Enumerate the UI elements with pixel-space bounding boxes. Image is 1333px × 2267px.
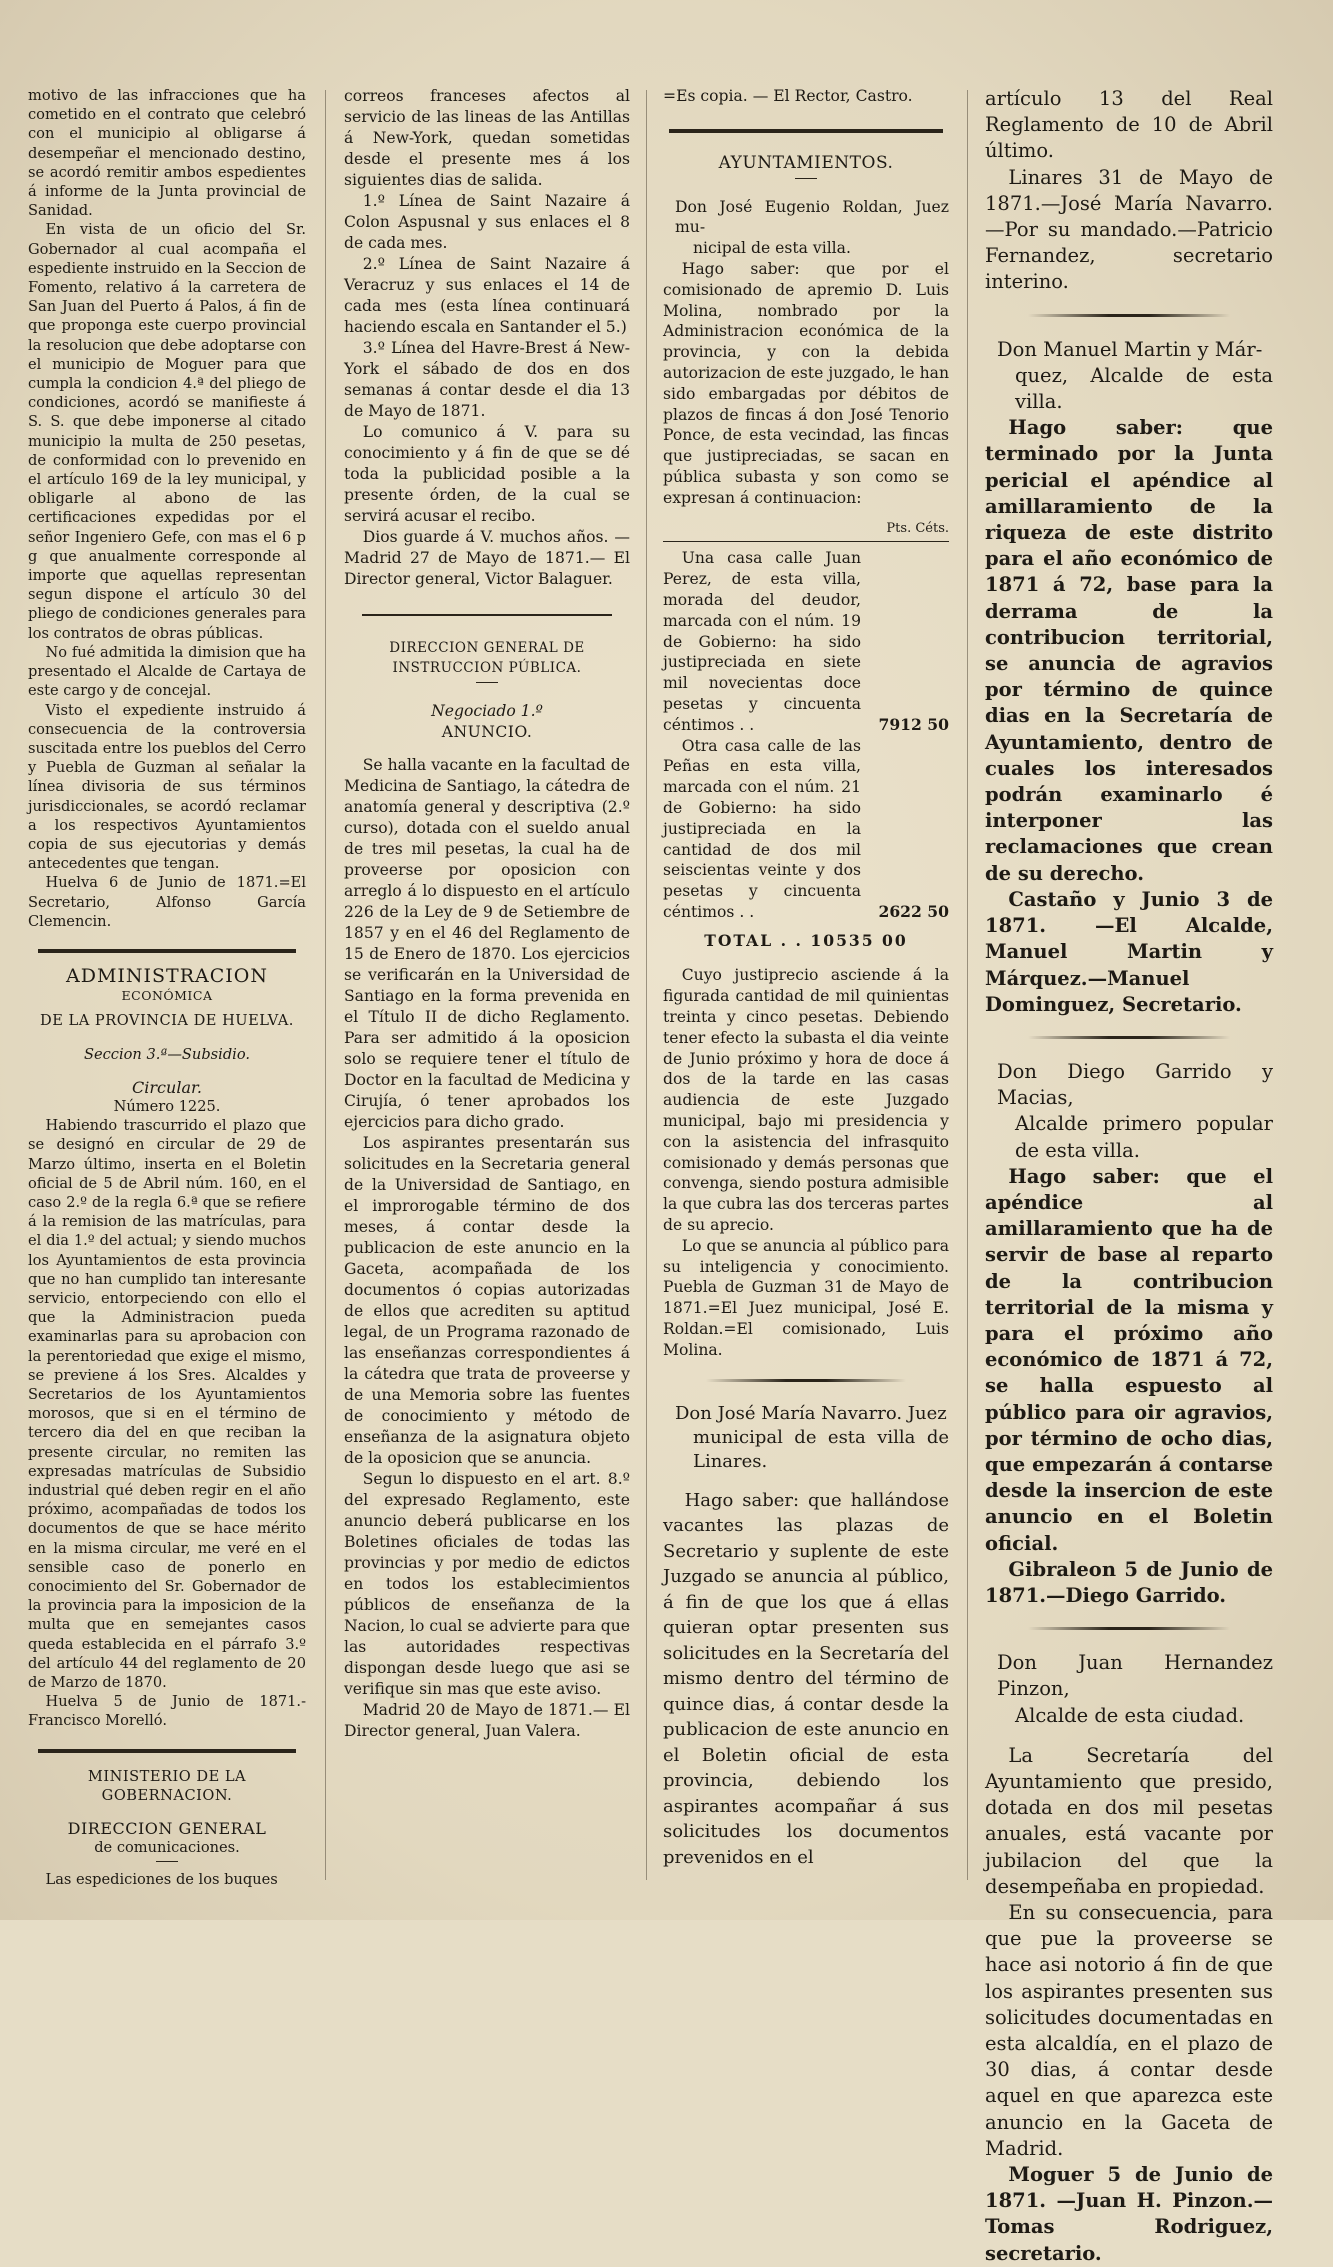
column-rule (325, 90, 326, 1880)
column-4 (985, 86, 1273, 2265)
circular-number: Número 1225. (113, 1097, 221, 1115)
paragraph: Visto el expediente instruido á consecuencia de la controversia suscitada entre los pueblos del Cerro y Puebla de Guzman al señalar la línea divisoria de sus términos jurisdiccionales, se acordó reclamar a los respectivos Ayuntamientos copia de sus ejecutorias y demás antecedentes que tengan. (28, 701, 306, 873)
official-name: Don José Eugenio Roldan, Juez mu- (675, 197, 949, 237)
paragraph: Los aspirantes presentarán sus solicitudes en la Secretaria general de la Universidad de Santiago, en el improrogable término de dos meses, á contar desde la publicacion de este anuncio en la Gaceta, acompañada de los documentos ó copias autorizadas de ellos que acrediten su aptitud legal, de un Programa razonado de las enseñanzas correspondientes á la cátedra que trata de proveerse y de una Memoria sobre las fuentes de conocimiento y método de enseñanza de la asignatura objeto de la oposicion que se anuncia. (344, 1134, 630, 1467)
column-1 (28, 86, 306, 1889)
official-heading (985, 1650, 1273, 1729)
section-heading: AYUNTAMIENTOS. (718, 152, 894, 173)
property-amount: 7912 50 (878, 714, 949, 734)
section-subheading: DE LA PROVINCIA DE HUELVA. (40, 1012, 294, 1030)
paragraph: Hago saber: que hallándose vacantes las plazas de Secretario y suplente de este Juzgado se anuncia al público, á fin de que los que á ellas quieran optar presenten sus solicitudes en la Secretaría del mismo dentro del término de quince dias, á contar desde la publicacion de este anuncio en el Boletin oficial de esta provincia, debiendo los aspirantes acompañar á sus solicitudes los documentos prevenidos en el (663, 1489, 949, 1868)
official-name: Don José María Navarro. Juez (675, 1402, 947, 1424)
ministry-heading: MINISTERIO DE LA GOBERNACION. (87, 1767, 247, 1804)
signature-line: Huelva 5 de Junio de 1871.-Francisco Morelló. (28, 1693, 306, 1730)
paragraph: motivo de las infracciones que ha cometido en el contrato que celebró con el municipio al obligarse á desempeñar el mencionado destino, se acordó remitir ambos espedientes á informe de la Junta provincial de Sanidad. (28, 87, 306, 220)
circular-title: Circular. (132, 1077, 202, 1097)
official-title: Alcalde de esta ciudad. (1015, 1703, 1245, 1727)
signature-line: =Es copia. — El Rector, Castro. (663, 87, 913, 105)
list-item: 1.º Línea de Saint Nazaire á Colon Aspusnal y sus enlaces el 8 de cada mes. (344, 192, 630, 252)
signature-line: Linares 31 de Mayo de 1871.—José María Navarro. —Por su mandado.—Patricio Fernandez, secretario interino. (985, 165, 1273, 294)
paragraph: Lo que se anuncia al público para su inteligencia y conocimiento. Puebla de Guzman 31 de Mayo de 1871.=El Juez municipal, José E. Roldan.=El comisionado, Luis Molina. (663, 1236, 949, 1359)
section-divider (38, 1749, 296, 1753)
official-heading (663, 197, 949, 259)
section-heading: ADMINISTRACION (65, 964, 268, 987)
negociado-label: Negociado 1.º (431, 702, 543, 720)
official-title: nicipal de esta villa. (693, 239, 851, 258)
divider-mark (476, 682, 498, 683)
paragraph: No fué admitida la dimision que ha presentado el Alcalde de Cartaya de este cargo y de concejal. (28, 643, 306, 700)
section-subheading: de comunicaciones. (94, 1839, 240, 1857)
paragraph: correos franceses afectos al servicio de las lineas de las Antillas á New-York, quedan sometidas desde el presente mes á los siguientes dias de salida. (344, 87, 630, 189)
section-label: Seccion 3.ª—Subsidio. (84, 1045, 250, 1063)
section-divider (1028, 1036, 1230, 1039)
paragraph: Lo comunico á V. para su conocimiento y á fin de que se dé toda la publicidad posible a la presente órden, de la cual se servirá acusar el recibo. (344, 423, 630, 525)
official-heading (663, 1402, 949, 1474)
signature-line: Madrid 20 de Mayo de 1871.— El Director general, Juan Valera. (344, 1701, 630, 1740)
section-divider (1028, 314, 1230, 317)
signature-line: Gibraleon 5 de Junio de 1871.—Diego Garrido. (985, 1557, 1273, 1607)
amount-column-header: Pts. Céts. (663, 519, 949, 543)
signature-line: Moguer 5 de Junio de 1871. —Juan H. Pinzon.—Tomas Rodriguez, secretario. (985, 2163, 1273, 2265)
section-divider (1028, 1627, 1230, 1630)
section-subheading: ECONÓMICA (121, 988, 213, 1004)
paragraph: Hago saber: que terminado por la Junta pericial el apéndice al amillaramiento de la riqueza de este distrito para el año económico de 1871 á 72, base para la derrama de la contribucion territorial, se anuncia de agravios por término de quince dias en la Secretaría de Ayuntamiento, dentro de cuales los interesados podrán examinarlo é interponer las reclamaciones que crean de su derecho. (985, 416, 1273, 885)
property-description: Una casa calle Juan Perez, de esta villa, morada del deudor, marcada con el núm. 19 de Gobierno: ha sido justipreciada en siete mil novecientas doce pesetas y cincuenta céntimos . . (663, 549, 861, 734)
section-divider (362, 614, 612, 616)
official-title: quez, Alcalde de esta villa. (1015, 363, 1273, 414)
list-item: 3.º Línea del Havre-Brest á New-York el sábado de dos en dos semanas á contar desde el dia 13 de Mayo de 1871. (344, 339, 630, 420)
paragraph: En vista de un oficio del Sr. Gobernador al cual acompaña el espediente instruido en la Seccion de Fomento, relativo á la carretera de San Juan del Puerto á Palos, á fin de que proponga este cuerpo provincial la resolucion que debe adoptarse con el municipio de Moguer para que cumpla la condicion 4.ª del pliego de condiciones, acordó se manifieste á S. S. que debe imponerse al citado municipio la multa de 250 pesetas, de conformidad con lo prevenido en el artículo 169 de la ley municipal, y obligarle al abono de las certificaciones expedidas por el señor Ingeniero Gefe, con mas el 6 p g que anualmente corresponde al importe que aquellas representan segun dispone el artículo 30 del pliego de condiciones generales para los contratos de obras públicas. (28, 221, 306, 642)
official-name: Don Manuel Martin y Már- (997, 337, 1263, 361)
official-name: Don Juan Hernandez Pinzon, (997, 1651, 1273, 1701)
column-rule (646, 90, 647, 1880)
property-row (663, 548, 949, 735)
paragraph: Segun lo dispuesto en el art. 8.º del expresado Reglamento, este anuncio deberá publicarse en los Boletines oficiales de todas las provincias y por medio de edictos en todos los establecimientos públicos de enseñanza de la Nacion, lo cual se advierte para que las autoridades respectivas dispongan desde luego que asi se verifique sin mas que este aviso. (344, 1470, 630, 1698)
column-rule (967, 90, 968, 1880)
announcement-title: ANUNCIO. (441, 723, 533, 741)
official-heading (985, 337, 1273, 416)
official-name: Don Diego Garrido y Macias, (997, 1059, 1273, 1110)
paragraph: Las espediciones de los buques (45, 1871, 278, 1889)
section-divider (38, 949, 296, 953)
column-3 (663, 86, 949, 1886)
divider-mark (795, 178, 817, 179)
official-title: Alcalde primero popular de esta villa. (1015, 1112, 1273, 1162)
paragraph: Cuyo justiprecio asciende á la figurada cantidad de mil quinientas treinta y cinco pesetas. Debiendo tener efecto la subasta el dia veinte de Junio próximo y hora de doce á dos de la tarde en las casas audiencia de este Juzgado municipal, bajo mi presidencia y con la asistencia del infrasquito comisionado y demás personas que convenga, siendo postura admisible la que cubra las dos terceras partes de su aprecio. (663, 966, 949, 1235)
section-heading: DIRECCION GENERAL (67, 1819, 267, 1839)
official-title: municipal de esta villa de Linares. (693, 1426, 949, 1472)
list-item: 2.º Línea de Saint Nazaire á Veracruz y sus enlaces el 14 de cada mes (esta línea continuará haciendo escala en Santander el 5.) (344, 255, 630, 336)
section-divider (706, 1379, 906, 1382)
paragraph: Se halla vacante en la facultad de Medicina de Santiago, la cátedra de anatomía general y descriptiva (2.º curso), dotada con el sueldo anual de tres mil pesetas, la cual ha de proveerse por oposicion con arreglo á lo dispuesto en el artículo 226 de la Ley de 9 de Setiembre de 1857 y en el 46 del Reglamento de 15 de Enero de 1870. Los ejercicios se verificarán en la Universidad de Santiago en la forma prevenida en el Título II de dicho Reglamento. Para ser admitido á la oposicion solo se requiere tener el título de Doctor en la facultad de Medicina y Cirujía, ó tener aprobados los ejercicios para dicho grado. (344, 756, 630, 1131)
paragraph: artículo 13 del Real Reglamento de 10 de Abril último. (985, 87, 1273, 163)
paragraph: Hago saber: que el apéndice al amillaramiento que ha de servir de base al reparto de la contribucion territorial de la misma y para el próximo año económico de 1871 á 72, se halla espuesto al público para oir agravios, por término de ocho dias, que empezarán á contarse desde la insercion de este anuncio en el Boletin oficial. (985, 1164, 1273, 1555)
paragraph: En su consecuencia, para que pue la proveerse se hace asi notorio á fin de que los aspirantes presenten sus solicitudes documentadas en esta alcaldía, en el plazo de 30 dias, á contar desde aquel en que aparezca este anuncio en la Gaceta de Madrid. (985, 1901, 1273, 2160)
paragraph: Habiendo trascurrido el plazo que se designó en circular de 29 de Marzo último, inserta en el Boletin oficial de 5 de Abril núm. 160, en el caso 2.º de la regla 6.ª que se refiere á la remision de las matrículas, para el dia 1.º del actual; y siendo muchos los Ayuntamientos de esta provincia que no han cumplido tan interesante servicio, entorpeciendo con ello el que la Administracion pueda examinarlas para su aprobacion con la perentoriedad que exige el mismo, se previene á los Sres. Alcaldes y Secretarios de los Ayuntamientos morosos, que si en el término de tercero dia del en que reciban la presente circular, no remiten las expresadas matrículas de Subsidio industrial qué deben regir en el año próximo, acompañadas de todos los documentos de que se hace mérito en la misma circular, me veré en el sensible caso de ponerlo en conocimiento del Sr. Gobernador de la provincia para la imposicion de la multa que en semejantes casos queda establecida en el párrafo 3.º del artículo 44 del reglamento de 20 de Marzo de 1870. (28, 1117, 306, 1692)
section-heading: DIRECCION GENERAL DE INSTRUCCION PÚBLICA. (389, 640, 585, 676)
property-description: Otra casa calle de las Peñas en esta villa, marcada con el núm. 21 de Gobierno: ha sido justipreciada en la cantidad de dos mil seiscientas veinte y dos pesetas y cincuenta céntimos . . (663, 736, 861, 921)
column-2 (344, 86, 630, 1886)
paragraph: La Secretaría del Ayuntamiento que presido, dotada en dos mil pesetas anuales, está vacante por jubilacion del que la desempeñaba en propiedad. (985, 1743, 1273, 1898)
property-row (663, 736, 949, 923)
property-amount: 2622 50 (878, 901, 949, 921)
total-amount: TOTAL . . 10535 00 (704, 930, 908, 950)
official-heading (985, 1059, 1273, 1164)
signature-line: Dios guarde á V. muchos años. —Madrid 27 de Mayo de 1871.— El Director general, Victor Balaguer. (344, 528, 630, 588)
paragraph: Hago saber: que por el comisionado de apremio D. Luis Molina, nombrado por la Administracion económica de la provincia, y con la debida autorizacion de este juzgado, le han sido embargadas por débitos de plazos de fincas á don José Tenorio Ponce, de esta vecindad, las fincas que justipreciadas, se sacan en pública subasta y son como se expresan á continuacion: (663, 259, 949, 507)
signature-line: Castaño y Junio 3 de 1871. —El Alcalde, Manuel Martin y Márquez.—Manuel Dominguez, Secretario. (985, 887, 1273, 1016)
divider-mark (156, 1861, 178, 1862)
signature-line: Huelva 6 de Junio de 1871.=El Secretario, Alfonso García Clemencin. (28, 874, 306, 930)
section-divider (669, 129, 943, 133)
